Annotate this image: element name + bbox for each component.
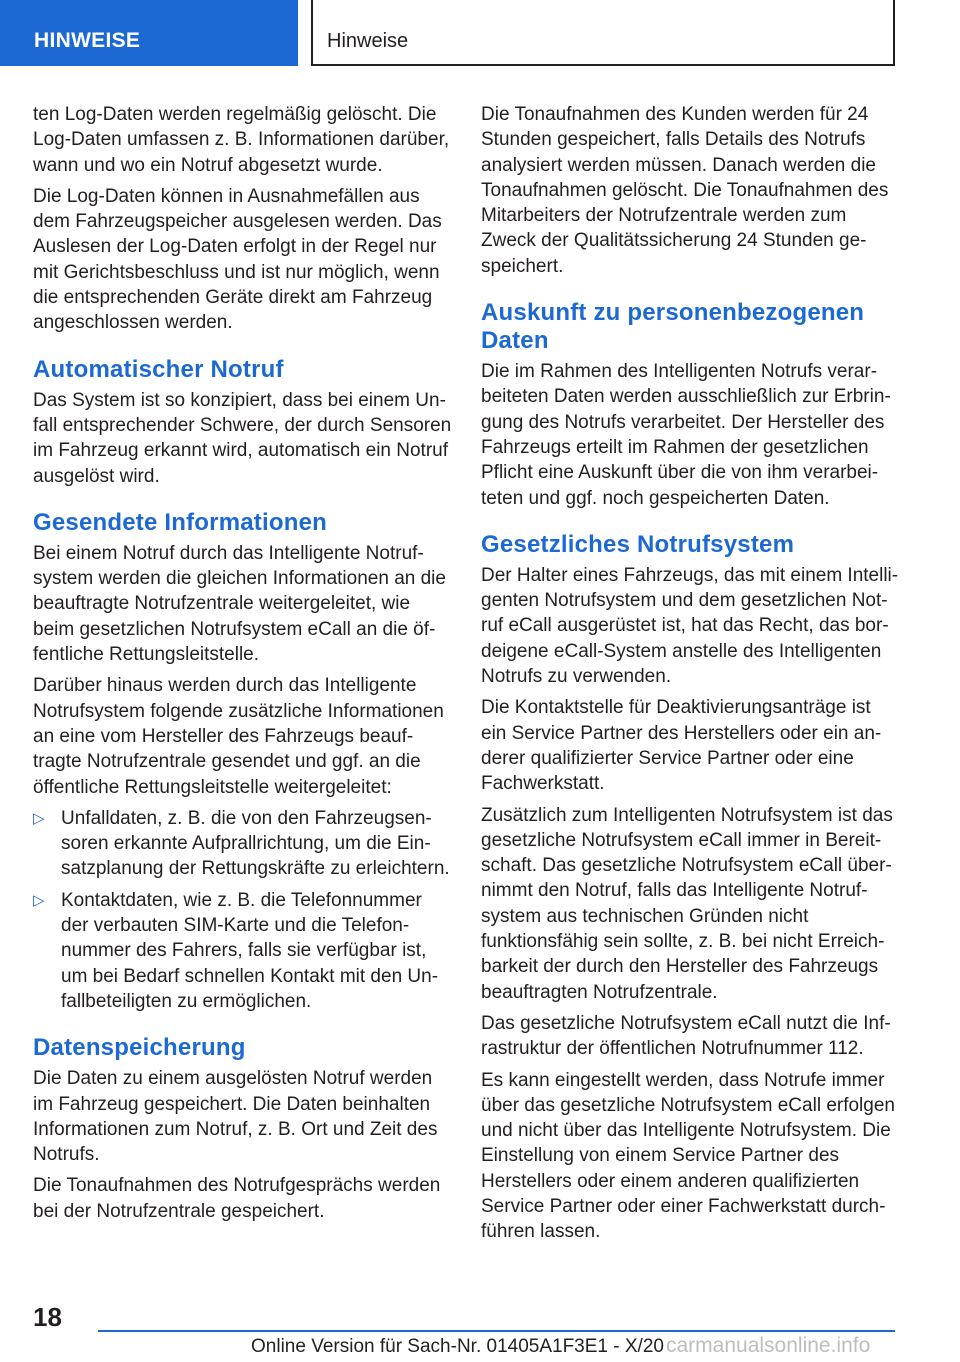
paragraph: Der Halter eines Fahrzeugs, das mit einem Intelligenten Notrufsystem und dem gesetzlichen Notruf eCall ausgerüstet ist, hat das Recht, das bordeigene eCall-System anstelle des Intelligenten Notrufs zu verwenden. [481, 564, 899, 688]
paragraph: Die Log-Daten können in Ausnahmefällen aus dem Fahrzeugspeicher ausgelesen werden. Das Auslesen der Log-Daten erfolgt in der Regel nur mit Gerichtsbeschluss und ist nur möglich, wenn die entsprechenden Geräte direkt am Fahrzeug angeschlossen werden. [33, 185, 442, 334]
paragraph: Die Kontaktstelle für Deaktivierungsanträge ist ein Service Partner des Herstellers oder ein anderer qualifizierter Service Partner oder eine Fachwerkstatt. [481, 697, 882, 795]
paragraph: Zusätzlich zum Intelligenten Notrufsystem ist das gesetzliche Notrufsystem eCall immer in Bereitschaft. Das gesetzliche Notrufsystem eCall übernimmt den Notruf, falls das Intelligente Notrufsystem aus technischen Gründen nicht funktionsfähig sein sollte, z. B. bei nicht Erreichbarkeit der durch den Hersteller des Fahrzeugs beauftragten Notrufzentrale. [481, 804, 893, 1003]
list-item [33, 888, 453, 1014]
watermark: carmanualsonline.info [666, 1334, 871, 1357]
page-number: 18 [33, 1302, 62, 1332]
list-item-text: Kontaktdaten, wie z. B. die Telefonnummer der verbauten SIM-Karte und die Telefonnummer des Fahrers, falls sie verfügbar ist, um bei Bedarf schnellen Kontakt mit den Unfallbeteiligten zu ermöglichen. [61, 889, 439, 1012]
paragraph: Darüber hinaus werden durch das Intelligente Notrufsystem folgende zusätzliche Informationen an eine vom Hersteller des Fahrzeugs beauftragte Notrufzentrale gesendet und ggf. an die öffentliche Rettungsleitstelle weitergeleitet: [33, 675, 444, 798]
list-item-text: Unfalldaten, z. B. die von den Fahrzeugsensoren erkannte Aufprallrichtung, um die Einsatzplanung der Rettungskräfte zu erleichtern. [61, 807, 450, 880]
paragraph: Die Daten zu einem ausgelösten Notruf werden im Fahrzeug gespeichert. Die Daten beinhalten Informationen zum Notruf, z. B. Ort und Zeit des Notrufs. [33, 1068, 438, 1166]
paragraph: Die im Rahmen des Intelligenten Notrufs verarbeiteten Daten werden ausschließlich zur Erbringung des Notrufs verarbeitet. Der Hersteller des Fahrzeugs erteilt im Rahmen der gesetzlichen Pflicht eine Auskunft über die von ihm verarbeiteten und ggf. noch gespeicherten Daten. [481, 361, 891, 509]
bullet-list [33, 806, 453, 1014]
paragraph: Das System ist so konzipiert, dass bei einem Unfall entsprechender Schwere, der durch Sensoren im Fahrzeug erkannt wird, automatisch ein Notruf ausgelöst wird. [33, 389, 452, 487]
heading-auskunft: Auskunft zu personenbezogenen Daten [481, 299, 865, 355]
paragraph: Das gesetzliche Notrufsystem eCall nutzt die Infrastruktur der öffentlichen Notrufnummer 112. [481, 1012, 891, 1060]
paragraph: Es kann eingestellt werden, dass Notrufe immer über das gesetzliche Notrufsystem eCall erfolgen und nicht über das Intelligente Notrufsystem. Die Einstellung von einem Service Partner des Herstellers oder einem anderen qualifizierten Service Partner oder einer Fachwerkstatt durchführen lassen. [481, 1069, 895, 1243]
chapter-tab: HINWEISE [0, 0, 298, 66]
list-item [33, 806, 453, 882]
paragraph: Bei einem Notruf durch das Intelligente Notrufsystem werden die gleichen Informationen an die beauftragte Notrufzentrale weitergeleitet, wie beim gesetzlichen Notrufsystem eCall an die öffentliche Rettungsleitstelle. [33, 542, 446, 666]
triangle-bullet-icon: ▷ [33, 891, 45, 909]
heading-gesendete-informationen: Gesendete Informationen [33, 508, 327, 536]
heading-automatischer-notruf: Automatischer Notruf [33, 355, 284, 383]
triangle-bullet-icon: ▷ [33, 809, 45, 827]
heading-gesetzliches-notrufsystem: Gesetzliches Notrufsystem [481, 530, 795, 558]
footer-divider [98, 1330, 895, 1332]
heading-datenspeicherung: Datenspeicherung [33, 1034, 246, 1062]
paragraph: Die Tonaufnahmen des Notrufgesprächs werden bei der Notrufzentrale gespeichert. [33, 1175, 441, 1222]
section-title-box [311, 0, 895, 66]
paragraph: ten Log-Daten werden regelmäßig gelöscht. Die Log-Daten umfassen z. B. Informationen darüber, wann und wo ein Notruf abgesetzt wurde. [33, 104, 450, 176]
section-title: Hinweise [327, 30, 409, 52]
right-column [481, 102, 901, 1251]
left-column [33, 102, 453, 1230]
online-version-note: Online Version für Sach-Nr. 01405A1F3E1 - X/20 [251, 1336, 664, 1357]
page-header [0, 0, 960, 66]
paragraph: Die Tonaufnahmen des Kunden werden für 24 Stunden gespeichert, falls Details des Notrufs analysiert werden müssen. Danach werden die Tonaufnahmen gelöscht. Die Tonaufnahmen des Mitarbeiters der Notrufzentrale werden zum Zweck der Qualitätssicherung 24 Stunden gespeichert. [481, 104, 889, 277]
